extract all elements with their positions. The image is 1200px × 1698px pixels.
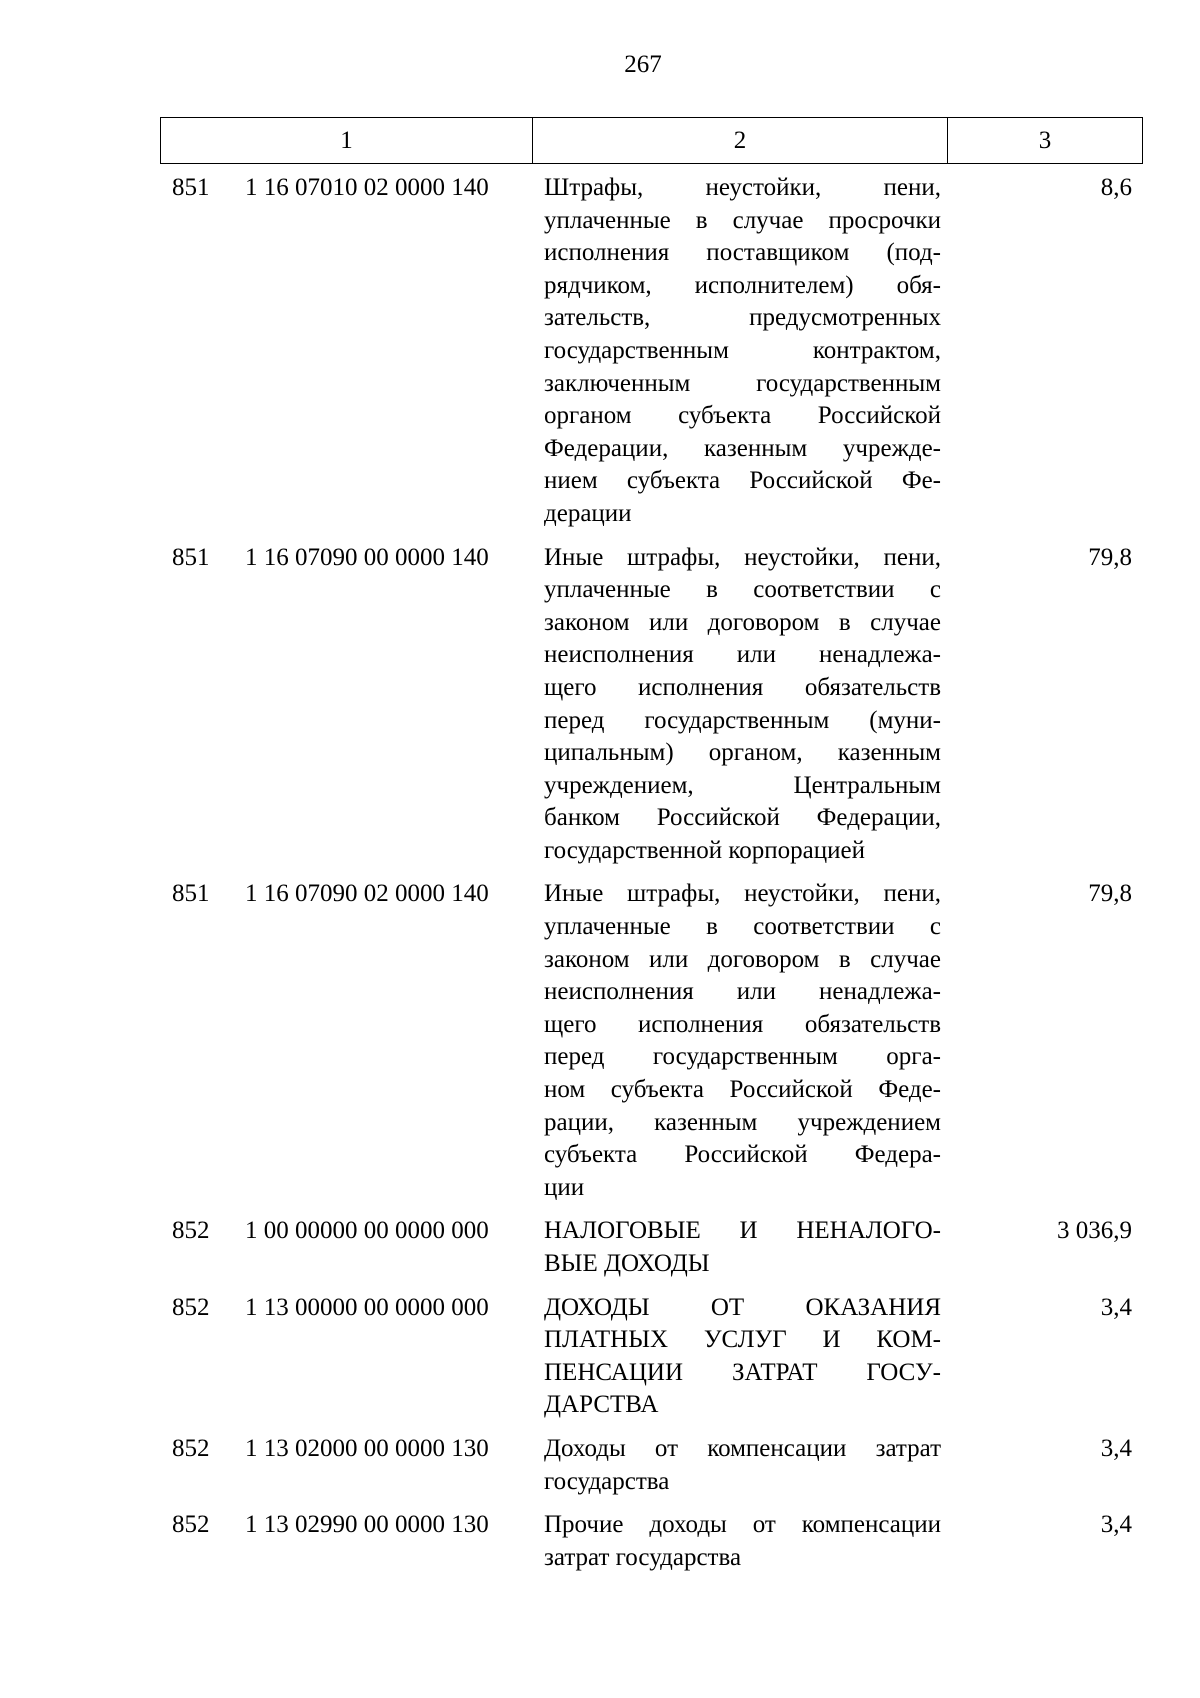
description-line: уплаченные в соответствии с — [544, 576, 941, 604]
table-row — [0, 1215, 1200, 1280]
admin-code: 851 — [172, 543, 210, 571]
description — [544, 172, 941, 531]
description-line: Иные штрафы, неустойки, пени, — [544, 543, 941, 571]
description-line: государственной корпорацией — [544, 836, 866, 864]
amount: 3,4 — [1100, 1511, 1132, 1539]
header-col-2: 2 — [533, 118, 948, 164]
description — [544, 878, 941, 1204]
description-line: уплаченные в случае просрочки — [544, 206, 941, 234]
income-code: 1 00 00000 00 0000 000 — [245, 1217, 489, 1245]
description-line: банком Российской Федерации, — [544, 804, 941, 832]
table-row — [0, 542, 1200, 868]
description-line: перед государственным (муни- — [544, 706, 941, 734]
description-line: щего исполнения обязательств — [544, 673, 941, 701]
description-line: неисполнения или ненадлежа- — [544, 978, 941, 1006]
description-line: дерации — [544, 499, 632, 527]
amount: 79,8 — [1088, 543, 1132, 571]
description-line: государства — [544, 1467, 670, 1495]
header-col-1: 1 — [161, 118, 533, 164]
description-line: ципальным) органом, казенным — [544, 739, 941, 767]
description-line: Прочие доходы от компенсации — [544, 1511, 941, 1539]
description-line: органом субъекта Российской — [544, 402, 941, 430]
admin-code: 851 — [172, 174, 210, 201]
page-number: 267 — [624, 51, 662, 78]
admin-code: 852 — [172, 1293, 210, 1321]
description — [544, 542, 941, 868]
description-line: ПЛАТНЫХ УСЛУГ И КОМ- — [544, 1326, 941, 1354]
table-row — [0, 1433, 1200, 1498]
amount: 3,4 — [1100, 1434, 1132, 1462]
admin-code: 852 — [172, 1434, 210, 1462]
amount: 3,4 — [1100, 1293, 1132, 1321]
description-line: ВЫЕ ДОХОДЫ — [544, 1250, 710, 1277]
description-line: НАЛОГОВЫЕ И НЕНАЛОГО- — [544, 1217, 941, 1245]
description-line: заключенным государственным — [544, 369, 941, 397]
description-line: ПЕНСАЦИИ ЗАТРАТ ГОСУ- — [544, 1358, 941, 1386]
table-row — [0, 1509, 1200, 1574]
description-line: ДОХОДЫ ОТ ОКАЗАНИЯ — [544, 1293, 941, 1321]
description-line: Иные штрафы, неустойки, пени, — [544, 880, 941, 908]
table-row — [0, 878, 1200, 1204]
description-line: учреждением, Центральным — [544, 771, 941, 799]
header-col-3: 3 — [948, 118, 1143, 164]
description-line: Доходы от компенсации затрат — [544, 1434, 941, 1462]
description-line: ном субъекта Российской Феде- — [544, 1076, 941, 1104]
description-line: нием субъекта Российской Фе- — [544, 467, 941, 495]
description — [544, 1433, 941, 1498]
income-code: 1 16 07090 00 0000 140 — [245, 543, 489, 571]
description-line: зательств, предусмотренных — [544, 304, 941, 332]
admin-code: 852 — [172, 1511, 210, 1539]
amount: 8,6 — [1100, 174, 1132, 201]
income-code: 1 13 02990 00 0000 130 — [245, 1511, 489, 1539]
description — [544, 1215, 941, 1280]
table-row — [0, 172, 1200, 531]
description-line: рядчиком, исполнителем) обя- — [544, 271, 941, 299]
description — [544, 1509, 941, 1574]
table-body — [0, 172, 1200, 1585]
admin-code: 852 — [172, 1217, 210, 1245]
description-line: неисполнения или ненадлежа- — [544, 641, 941, 669]
description-line: субъекта Российской Федера- — [544, 1141, 941, 1169]
description-line: уплаченные в соответствии с — [544, 913, 941, 941]
description-line: исполнения поставщиком (под- — [544, 239, 941, 267]
description-line: рации, казенным учреждением — [544, 1108, 941, 1136]
admin-code: 851 — [172, 880, 210, 908]
description — [544, 1292, 941, 1422]
amount: 3 036,9 — [1057, 1217, 1132, 1245]
table-row — [0, 1292, 1200, 1422]
amount: 79,8 — [1088, 880, 1132, 908]
table-header — [160, 117, 1143, 164]
description-line: ДАРСТВА — [544, 1391, 659, 1419]
description-line: государственным контрактом, — [544, 336, 941, 364]
description-line: ции — [544, 1173, 585, 1201]
description-line: перед государственным орга- — [544, 1043, 941, 1071]
description-line: Федерации, казенным учрежде- — [544, 434, 941, 462]
description-line: щего исполнения обязательств — [544, 1010, 941, 1038]
income-code: 1 16 07010 02 0000 140 — [245, 174, 489, 201]
income-code: 1 13 02000 00 0000 130 — [245, 1434, 489, 1462]
income-code: 1 13 00000 00 0000 000 — [245, 1293, 489, 1321]
description-line: затрат государства — [544, 1543, 742, 1571]
description-line: законом или договором в случае — [544, 945, 941, 973]
income-code: 1 16 07090 02 0000 140 — [245, 880, 489, 908]
description-line: Штрафы, неустойки, пени, — [544, 174, 941, 201]
description-line: законом или договором в случае — [544, 608, 941, 636]
